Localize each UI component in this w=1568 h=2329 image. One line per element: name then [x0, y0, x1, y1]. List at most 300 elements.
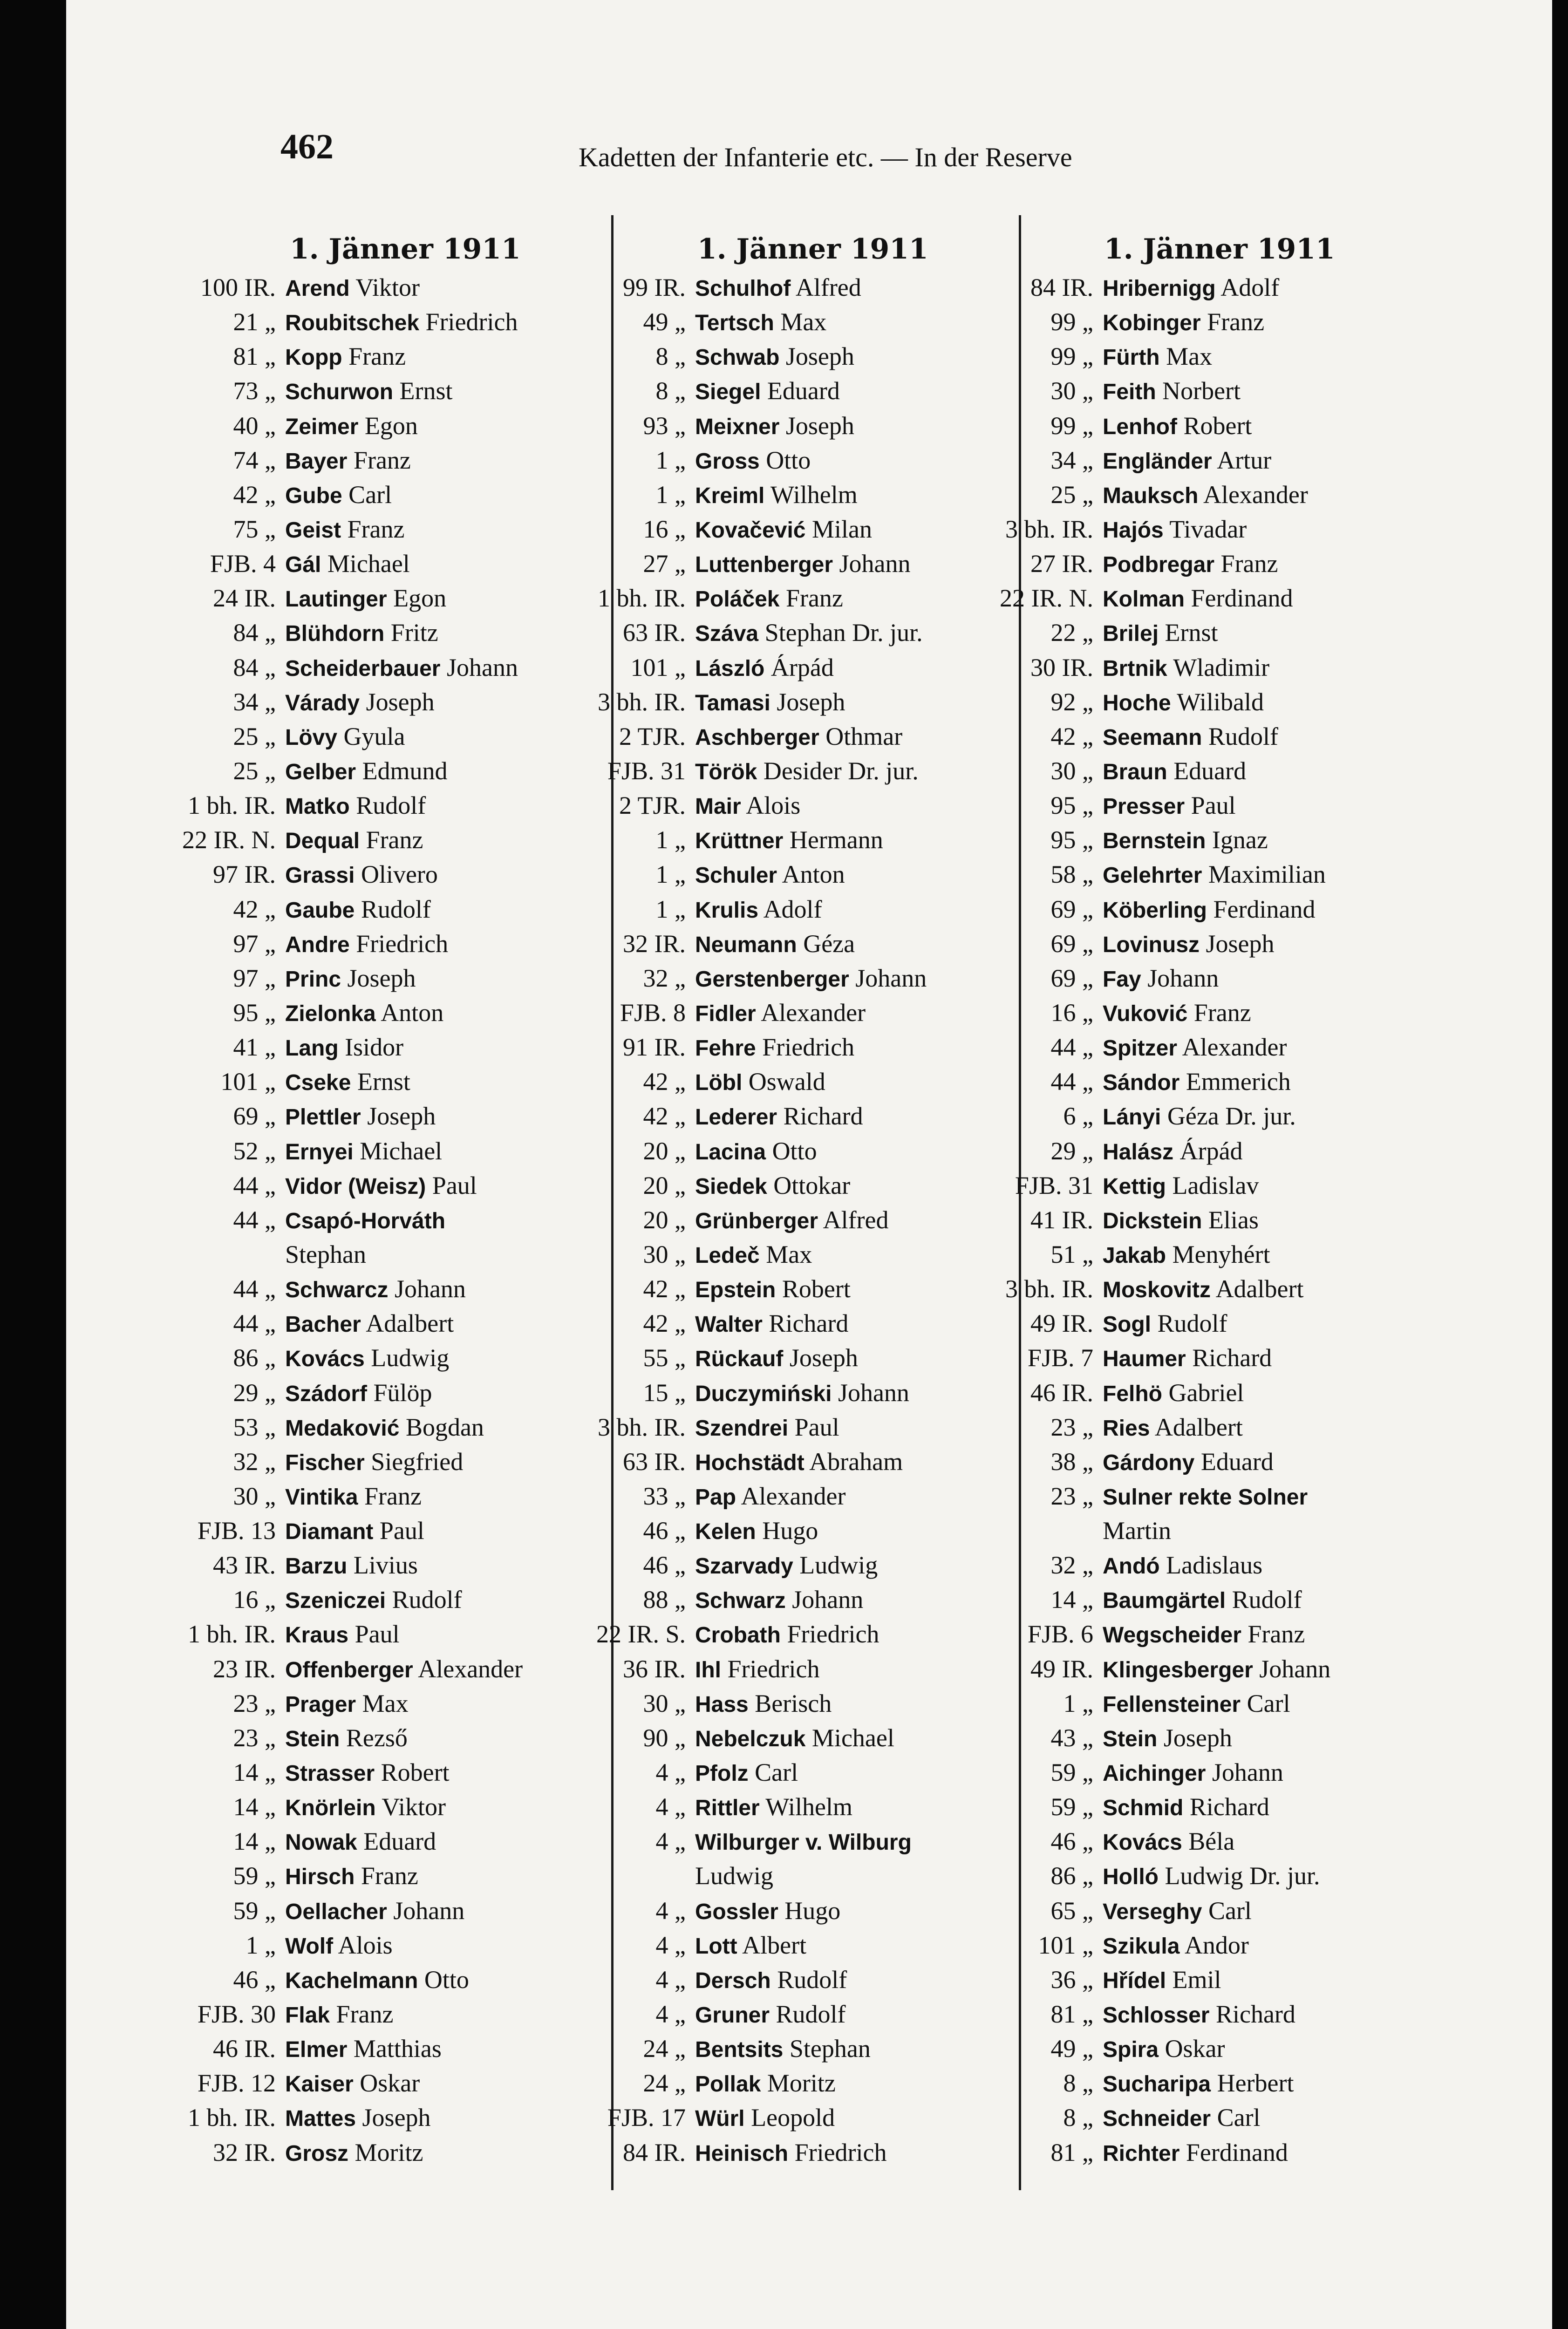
- unit-designation: 32 IR.: [213, 2138, 276, 2166]
- person-name: [285, 1064, 410, 1100]
- person-name: [695, 581, 843, 617]
- list-item: [159, 1306, 607, 1341]
- given-name: Rudolf: [1208, 722, 1278, 750]
- list-item: [977, 857, 1443, 892]
- surname: Seemann: [1103, 725, 1202, 750]
- person-name: [285, 1376, 432, 1411]
- list-item: [977, 788, 1443, 823]
- list-item: [569, 857, 1012, 892]
- surname: Luttenberger: [695, 552, 833, 578]
- person-name: [1103, 1686, 1290, 1722]
- unit-designation: 88 „: [643, 1586, 686, 1614]
- unit-designation: 25 „: [233, 722, 276, 750]
- unit-designation: 91 IR.: [623, 1033, 686, 1062]
- person-name: [285, 1237, 366, 1273]
- surname: Lautinger: [285, 587, 387, 612]
- list-item: [159, 1755, 607, 1790]
- unit-designation: 1 „: [655, 446, 686, 474]
- given-name: Gyula: [343, 722, 405, 750]
- list-item: [569, 1721, 1012, 1755]
- list-item: [159, 1962, 607, 1997]
- given-name: Artur: [1217, 446, 1272, 474]
- unit-designation: 97 „: [233, 964, 276, 992]
- given-name: Stephan: [789, 2035, 871, 2063]
- surname: Barzu: [285, 1554, 348, 1579]
- list-item: [977, 1893, 1443, 1928]
- surname: Rückauf: [695, 1347, 784, 1372]
- given-name: Robert: [782, 1275, 851, 1303]
- given-name: Stephan Dr. jur.: [764, 619, 923, 647]
- unit-designation: 2 TJR.: [619, 722, 686, 750]
- person-name: [285, 1203, 445, 1239]
- given-name: Joseph: [785, 411, 854, 440]
- given-name: Joseph: [347, 964, 416, 992]
- surname: Nebelczuk: [695, 1726, 806, 1751]
- person-name: [695, 1928, 806, 1964]
- surname: Baumgärtel: [1103, 1588, 1226, 1614]
- column-3-entries: [977, 270, 1443, 2170]
- person-name: [695, 685, 845, 721]
- given-name: Robert: [1183, 411, 1252, 440]
- unit-designation: 74 „: [233, 446, 276, 474]
- surname: Pollak: [695, 2072, 761, 2097]
- unit-designation: 44 „: [233, 1171, 276, 1199]
- given-name: Olivero: [361, 860, 438, 889]
- unit-designation: 81 „: [1050, 2138, 1093, 2166]
- column-1-heading: 1. Jänner 1911: [290, 233, 521, 266]
- surname: Lacina: [695, 1139, 766, 1164]
- surname: Dequal: [285, 829, 360, 854]
- given-name: Friedrich: [762, 1033, 855, 1062]
- unit-designation: 24 „: [643, 2069, 686, 2097]
- list-item: [977, 1376, 1443, 1410]
- given-name: Abraham: [809, 1447, 903, 1476]
- surname: Jakab: [1103, 1243, 1166, 1268]
- given-name: Robert: [381, 1758, 450, 1787]
- given-name: Matthias: [353, 2035, 442, 2063]
- unit-designation: 23 „: [233, 1723, 276, 1752]
- surname: Würl: [695, 2106, 745, 2132]
- unit-designation: 1 „: [1063, 1689, 1093, 1717]
- list-item: [977, 305, 1443, 339]
- person-name: [1103, 1168, 1259, 1204]
- unit-designation: 24 IR.: [213, 584, 276, 613]
- surname: Gube: [285, 483, 342, 508]
- list-item: [977, 615, 1443, 650]
- given-name: Norbert: [1162, 377, 1241, 405]
- given-name: Albert: [742, 1931, 807, 1959]
- unit-designation: 2 TJR.: [619, 791, 686, 820]
- person-name: [1103, 719, 1278, 755]
- unit-designation: 8 „: [655, 377, 686, 405]
- person-name: [695, 1617, 879, 1653]
- given-name: Bogdan: [405, 1413, 484, 1441]
- list-item: [977, 1513, 1443, 1548]
- unit-designation: 46 „: [1050, 1827, 1093, 1856]
- surname: Richter: [1103, 2141, 1180, 2166]
- surname: Gelehrter: [1103, 863, 1202, 888]
- surname: Fehre: [695, 1036, 756, 1061]
- given-name: Ernst: [1165, 619, 1218, 647]
- list-item: [569, 2135, 1012, 2170]
- list-item: [159, 305, 607, 339]
- list-item: [569, 443, 1012, 477]
- list-item: [159, 2100, 607, 2135]
- given-name: Eduard: [1173, 756, 1247, 785]
- given-name: Leopold: [751, 2104, 835, 2132]
- unit-designation: 59 „: [1050, 1758, 1093, 1787]
- list-item: [977, 1203, 1443, 1237]
- surname: Zielonka: [285, 1001, 376, 1026]
- given-name: Othmar: [825, 722, 903, 750]
- list-item: [159, 1686, 607, 1721]
- list-item: [569, 1272, 1012, 1306]
- surname: Krulis: [695, 898, 759, 923]
- surname: Vidor (Weisz): [285, 1174, 426, 1199]
- given-name: Stephan: [285, 1240, 366, 1268]
- person-name: [1103, 581, 1293, 617]
- list-item: [569, 995, 1012, 1030]
- list-item: [159, 1790, 607, 1824]
- unit-designation: 6 „: [1063, 1102, 1093, 1130]
- list-item: [159, 1341, 607, 1375]
- given-name: Richard: [1215, 2000, 1295, 2029]
- unit-designation: 101 „: [1038, 1931, 1093, 1959]
- surname: Neumann: [695, 932, 797, 957]
- person-name: [695, 374, 840, 409]
- surname: Aschberger: [695, 725, 819, 750]
- list-item: [569, 305, 1012, 339]
- surname: Brilej: [1103, 621, 1159, 647]
- unit-designation: 58 „: [1050, 860, 1093, 889]
- list-item: [569, 719, 1012, 754]
- list-item: [569, 685, 1012, 719]
- surname: Sogl: [1103, 1312, 1151, 1337]
- surname: Fay: [1103, 967, 1141, 992]
- page-number: 462: [280, 127, 334, 166]
- list-item: [569, 754, 1012, 788]
- given-name: Paul: [432, 1171, 477, 1199]
- surname: Medaković: [285, 1416, 400, 1441]
- given-name: Ladislaus: [1166, 1551, 1263, 1580]
- surname: Pfolz: [695, 1761, 749, 1786]
- unit-designation: 40 „: [233, 411, 276, 440]
- given-name: Árpád: [1179, 1137, 1243, 1165]
- given-name: Alexander: [1182, 1033, 1287, 1062]
- list-item: [569, 1548, 1012, 1582]
- surname: Heinisch: [695, 2141, 789, 2166]
- surname: Mauksch: [1103, 483, 1199, 508]
- given-name: Moritz: [767, 2069, 836, 2097]
- surname: Roubitschek: [285, 311, 420, 336]
- person-name: [695, 1479, 845, 1515]
- list-item: [569, 270, 1012, 305]
- surname: Kaiser: [285, 2072, 354, 2097]
- list-item: [977, 1755, 1443, 1790]
- unit-designation: 41 IR.: [1030, 1205, 1093, 1234]
- person-name: [285, 961, 416, 997]
- surname: Diamant: [285, 1519, 374, 1545]
- list-item: [977, 409, 1443, 443]
- unit-designation: 100 IR.: [200, 273, 276, 301]
- given-name: Ludwig: [371, 1344, 450, 1372]
- given-name: Milan: [812, 515, 872, 543]
- given-name: Rudolf: [392, 1586, 462, 1614]
- list-item: [977, 339, 1443, 374]
- list-item: [159, 788, 607, 823]
- person-name: [285, 1548, 418, 1584]
- surname: Flak: [285, 2003, 330, 2028]
- person-name: [695, 1755, 798, 1791]
- given-name: Oswald: [748, 1068, 825, 1096]
- unit-designation: 4 „: [655, 2000, 686, 2029]
- unit-designation: 32 „: [643, 964, 686, 992]
- given-name: Michael: [327, 550, 410, 578]
- list-item: [977, 1168, 1443, 1203]
- person-name: [285, 2066, 420, 2102]
- person-name: [285, 1582, 462, 1618]
- unit-designation: 30 „: [643, 1689, 686, 1717]
- unit-designation: FJB. 6: [1027, 1620, 1093, 1648]
- person-name: [1103, 443, 1271, 479]
- list-item: [159, 961, 607, 995]
- surname: Wegscheider: [1103, 1623, 1241, 1648]
- list-item: [159, 1203, 607, 1237]
- surname: Mair: [695, 794, 741, 819]
- list-item: [159, 2066, 607, 2100]
- unit-designation: 14 „: [1050, 1586, 1093, 1614]
- unit-designation: 73 „: [233, 377, 276, 405]
- list-item: [569, 1755, 1012, 1790]
- person-name: [285, 685, 435, 721]
- list-item: [159, 1548, 607, 1582]
- unit-designation: 90 „: [643, 1723, 686, 1752]
- unit-designation: 30 „: [1050, 756, 1093, 785]
- surname: Schwarz: [695, 1588, 786, 1614]
- given-name: Johann: [839, 550, 911, 578]
- unit-designation: 95 „: [233, 998, 276, 1027]
- given-name: Martin: [1103, 1517, 1171, 1545]
- person-name: [1103, 1099, 1296, 1135]
- surname: Tamasi: [695, 690, 770, 715]
- person-name: [695, 1341, 858, 1376]
- unit-designation: 84 IR.: [1030, 273, 1093, 301]
- unit-designation: 36 IR.: [623, 1655, 686, 1683]
- running-title: Kadetten der Infanterie etc. — In der Reserve: [579, 142, 1072, 172]
- list-item: [159, 1272, 607, 1306]
- person-name: [285, 581, 446, 617]
- person-name: [1103, 2100, 1261, 2136]
- given-name: Joseph: [777, 688, 845, 716]
- surname: Schwarcz: [285, 1278, 389, 1303]
- list-item: [569, 823, 1012, 857]
- surname: Török: [695, 759, 757, 784]
- person-name: [285, 1824, 436, 1860]
- list-item: [977, 1444, 1443, 1479]
- list-item: [977, 1582, 1443, 1617]
- given-name: Alois: [746, 791, 801, 820]
- unit-designation: 22 IR. N.: [182, 826, 276, 854]
- given-name: Fülöp: [373, 1378, 432, 1407]
- surname: Siedek: [695, 1174, 767, 1199]
- given-name: Rudolf: [356, 791, 426, 820]
- unit-designation: 1 „: [655, 480, 686, 509]
- person-name: [1103, 1134, 1243, 1170]
- list-item: [159, 374, 607, 408]
- given-name: Desider Dr. jur.: [763, 756, 919, 785]
- surname: Knörlein: [285, 1796, 376, 1821]
- unit-designation: 1 bh. IR.: [598, 584, 686, 613]
- person-name: [1103, 1376, 1244, 1411]
- list-item: [159, 1376, 607, 1410]
- unit-designation: 69 „: [1050, 964, 1093, 992]
- surname: Mattes: [285, 2106, 356, 2132]
- person-name: [285, 650, 518, 686]
- list-item: [159, 477, 607, 512]
- given-name: Rudolf: [776, 2000, 846, 2029]
- unit-designation: FJB. 13: [197, 1517, 276, 1545]
- person-name: [695, 1030, 854, 1066]
- person-name: [1103, 2031, 1225, 2067]
- unit-designation: 30 IR.: [1030, 653, 1093, 681]
- surname: Elmer: [285, 2037, 348, 2063]
- unit-designation: 81 „: [233, 342, 276, 371]
- list-item: [977, 1617, 1443, 1651]
- given-name: Hugo: [784, 1896, 841, 1925]
- list-item: [977, 1237, 1443, 1272]
- list-item: [159, 1030, 607, 1064]
- unit-designation: 3 bh. IR.: [1005, 1275, 1093, 1303]
- given-name: Anton: [782, 860, 845, 889]
- list-item: [159, 892, 607, 926]
- given-name: Ernst: [357, 1068, 410, 1096]
- unit-designation: 41 „: [233, 1033, 276, 1062]
- unit-designation: 84 „: [233, 653, 276, 681]
- list-item: [159, 926, 607, 961]
- unit-designation: 69 „: [233, 1102, 276, 1130]
- person-name: [1103, 857, 1326, 893]
- unit-designation: 23 IR.: [213, 1655, 276, 1683]
- surname: Braun: [1103, 759, 1167, 784]
- given-name: Alexander: [761, 998, 866, 1027]
- unit-designation: 14 „: [233, 1827, 276, 1856]
- person-name: [695, 1721, 894, 1757]
- given-name: Max: [766, 1240, 812, 1268]
- surname: Kopp: [285, 345, 342, 370]
- surname: Sándor: [1103, 1070, 1180, 1096]
- list-item: [159, 270, 607, 305]
- unit-designation: 4 „: [655, 1931, 686, 1959]
- person-name: [1103, 1721, 1232, 1757]
- person-name: [1103, 1237, 1270, 1273]
- unit-designation: 59 „: [1050, 1793, 1093, 1821]
- unit-designation: 42 „: [643, 1068, 686, 1096]
- list-item: [569, 1686, 1012, 1721]
- given-name: Gabriel: [1168, 1378, 1244, 1407]
- person-name: [285, 926, 448, 962]
- given-name: Paul: [794, 1413, 839, 1441]
- person-name: [285, 754, 448, 790]
- given-name: Rezső: [346, 1723, 408, 1752]
- given-name: Alexander: [418, 1655, 523, 1683]
- person-name: [285, 1099, 436, 1135]
- list-item: [569, 1237, 1012, 1272]
- person-name: [695, 926, 855, 962]
- surname: Strasser: [285, 1761, 375, 1786]
- person-name: [695, 650, 834, 686]
- given-name: Edmund: [362, 756, 448, 785]
- person-name: [695, 2100, 835, 2136]
- surname: Geist: [285, 518, 341, 543]
- unit-designation: 99 „: [1050, 308, 1093, 336]
- given-name: Johann: [446, 653, 518, 681]
- person-name: [1103, 995, 1251, 1031]
- given-name: Franz: [785, 584, 843, 613]
- given-name: Béla: [1188, 1827, 1235, 1856]
- list-item: [569, 2066, 1012, 2100]
- list-item: [569, 1582, 1012, 1617]
- surname: Kachelmann: [285, 1968, 418, 1993]
- given-name: Egon: [364, 411, 418, 440]
- list-item: [977, 961, 1443, 995]
- unit-designation: 52 „: [233, 1137, 276, 1165]
- person-name: [1103, 1030, 1287, 1066]
- person-name: [1103, 1341, 1272, 1376]
- unit-designation: 8 „: [655, 342, 686, 371]
- list-item: [977, 1341, 1443, 1375]
- person-name: [285, 546, 410, 582]
- given-name: Carl: [1208, 1896, 1252, 1925]
- surname: Grassi: [285, 863, 355, 888]
- person-name: [695, 1099, 863, 1135]
- list-item: [977, 1030, 1443, 1064]
- unit-designation: 32 IR.: [623, 929, 686, 958]
- surname: Schurwon: [285, 380, 394, 405]
- list-item: [159, 754, 607, 788]
- given-name: Franz: [348, 342, 406, 371]
- surname: Fidler: [695, 1001, 756, 1026]
- list-item: [159, 2135, 607, 2170]
- list-item: [159, 1997, 607, 2031]
- person-name: [1103, 823, 1268, 858]
- person-name: [695, 1134, 817, 1170]
- person-name: [695, 477, 858, 513]
- person-name: [695, 788, 800, 824]
- person-name: [285, 1962, 469, 1998]
- unit-designation: FJB. 30: [197, 2000, 276, 2029]
- surname: Lederer: [695, 1105, 777, 1130]
- list-item: [569, 1376, 1012, 1410]
- unit-designation: FJB. 17: [607, 2104, 686, 2132]
- column-3-heading: 1. Jänner 1911: [1104, 233, 1335, 266]
- given-name: Carl: [1217, 2104, 1261, 2132]
- list-item: [977, 719, 1443, 754]
- unit-designation: 42 „: [643, 1309, 686, 1338]
- list-item: [977, 1410, 1443, 1444]
- list-item: [159, 1513, 607, 1548]
- surname: Meixner: [695, 414, 780, 439]
- list-item: [569, 650, 1012, 685]
- surname: Hajós: [1103, 518, 1164, 543]
- given-name: Ludwig: [799, 1551, 878, 1580]
- given-name: Johann: [393, 1896, 465, 1925]
- surname: Andre: [285, 932, 350, 957]
- given-name: Maximilian: [1208, 860, 1326, 889]
- list-item: [569, 1962, 1012, 1997]
- given-name: Egon: [393, 584, 447, 613]
- unit-designation: FJB. 31: [1015, 1171, 1093, 1199]
- list-item: [159, 685, 607, 719]
